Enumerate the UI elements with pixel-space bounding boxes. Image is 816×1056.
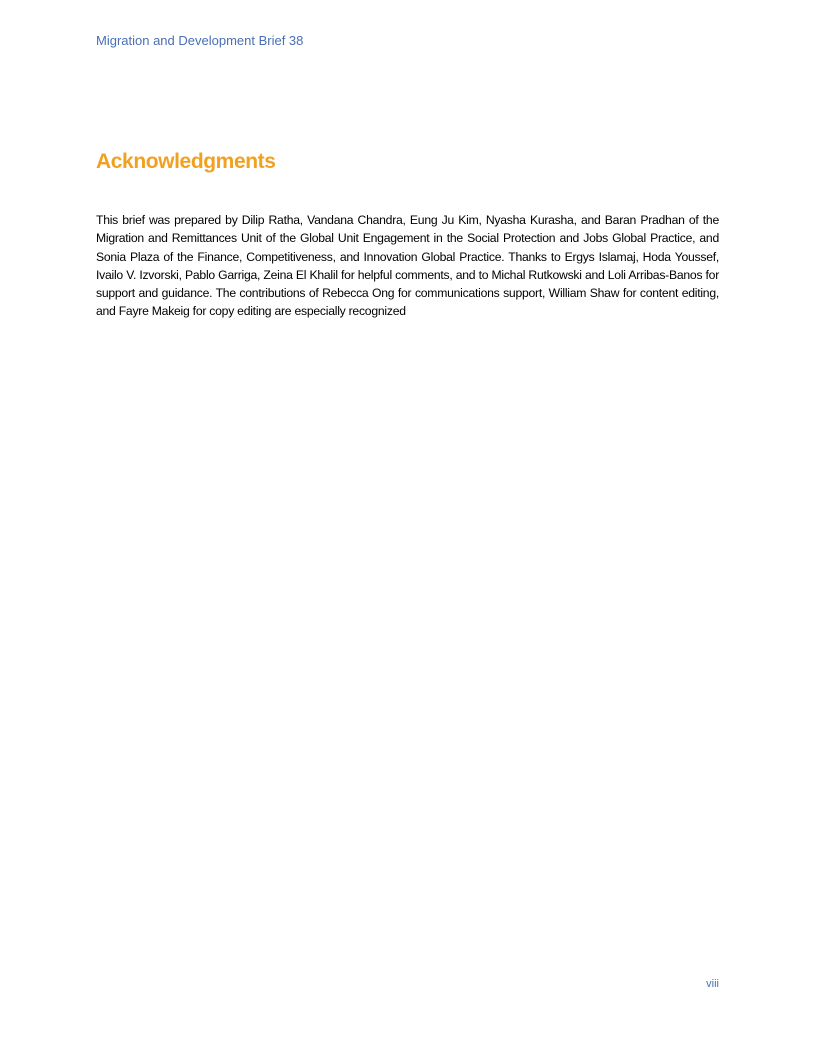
page-number: viii	[706, 978, 719, 990]
running-header: Migration and Development Brief 38	[96, 33, 304, 48]
section-title: Acknowledgments	[96, 150, 276, 173]
acknowledgments-paragraph: This brief was prepared by Dilip Ratha, Vandana Chandra, Eung Ju Kim, Nyasha Kurasha, and Baran Pradhan of the Migration and Remittances Unit of the Global Unit Engagement in the Social Protection and Jobs Global Practice, and Sonia Plaza of the Finance, Competitiveness, and Innovation Global Practice. Thanks to Ergys Islamaj, Hoda Youssef, Ivailo V. Izvorski, Pablo Garriga, Zeina El Khalil for helpful comments, and to Michal Rutkowski and Loli Arribas-Banos for support and guidance. The contributions of Rebecca Ong for communications support, William Shaw for content editing, and Fayre Makeig for copy editing are especially recognized	[96, 213, 719, 319]
